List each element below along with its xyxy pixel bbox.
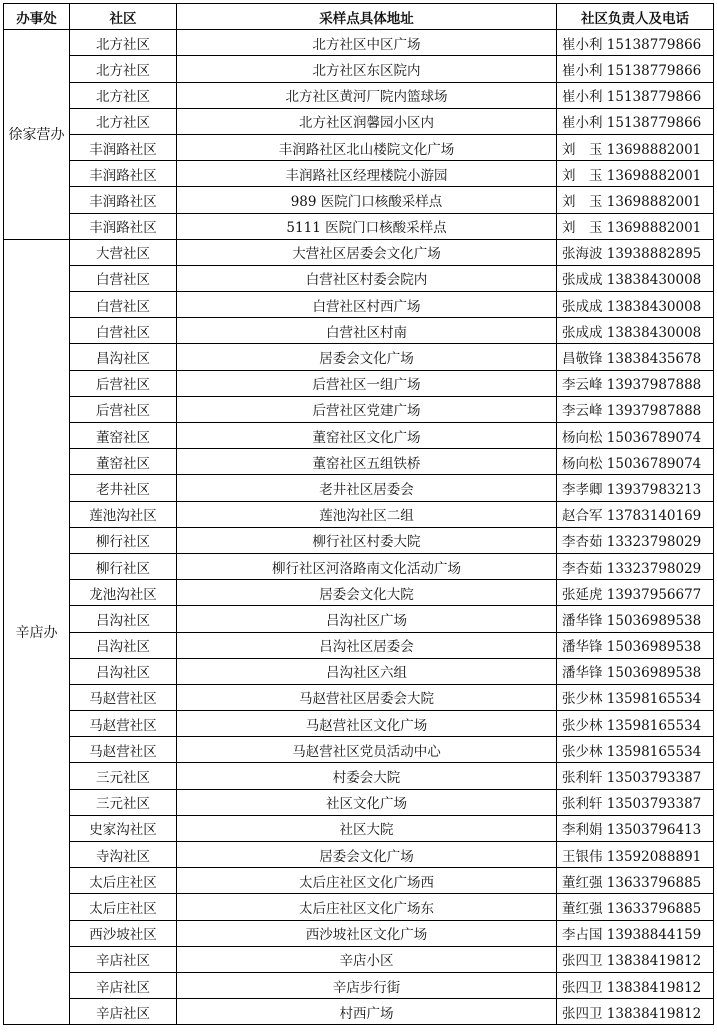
table-row <box>4 999 714 1025</box>
community-cell: 董窑社区 <box>70 423 177 449</box>
address-cell: 吕沟社区广场 <box>177 606 557 632</box>
address-cell: 后营社区一组广场 <box>177 370 557 396</box>
community-cell: 吕沟社区 <box>70 632 177 658</box>
table-row <box>4 134 714 160</box>
community-cell: 柳行社区 <box>70 553 177 579</box>
table-row <box>4 789 714 815</box>
community-cell: 辛店社区 <box>70 999 177 1025</box>
table-row <box>4 449 714 475</box>
contact-cell: 张四卫 13838419812 <box>557 999 714 1025</box>
table-row <box>4 606 714 632</box>
table-row <box>4 815 714 841</box>
community-cell: 丰润路社区 <box>70 187 177 213</box>
community-cell: 辛店社区 <box>70 946 177 972</box>
table-row <box>4 684 714 710</box>
table-row <box>4 56 714 82</box>
contact-cell: 李占国 13938844159 <box>557 920 714 946</box>
table-row <box>4 187 714 213</box>
contact-cell: 崔小利 15138779866 <box>557 56 714 82</box>
address-cell: 辛店小区 <box>177 946 557 972</box>
address-cell: 后营社区党建广场 <box>177 396 557 422</box>
community-cell: 白营社区 <box>70 265 177 291</box>
address-cell: 柳行社区河洛路南文化活动广场 <box>177 553 557 579</box>
community-cell: 后营社区 <box>70 396 177 422</box>
table-row <box>4 737 714 763</box>
community-cell: 寺沟社区 <box>70 842 177 868</box>
table-row <box>4 553 714 579</box>
sampling-sites-table <box>3 3 714 1025</box>
community-cell: 北方社区 <box>70 82 177 108</box>
contact-cell: 刘 玉 13698882001 <box>557 187 714 213</box>
table-row <box>4 527 714 553</box>
office-cell: 辛店办 <box>4 239 70 1025</box>
community-cell: 白营社区 <box>70 318 177 344</box>
contact-cell: 崔小利 15138779866 <box>557 82 714 108</box>
table-row <box>4 213 714 239</box>
address-cell: 老井社区居委会 <box>177 475 557 501</box>
address-cell: 西沙坡社区文化广场 <box>177 920 557 946</box>
address-cell: 吕沟社区居委会 <box>177 632 557 658</box>
community-cell: 丰润路社区 <box>70 161 177 187</box>
community-cell: 后营社区 <box>70 370 177 396</box>
contact-cell: 张少林 13598165534 <box>557 684 714 710</box>
table-row <box>4 894 714 920</box>
contact-cell: 张四卫 13838419812 <box>557 972 714 998</box>
contact-cell: 张利轩 13503793387 <box>557 763 714 789</box>
contact-cell: 刘 玉 13698882001 <box>557 213 714 239</box>
contact-cell: 潘华锋 15036989538 <box>557 658 714 684</box>
table-row <box>4 842 714 868</box>
contact-cell: 潘华锋 15036989538 <box>557 632 714 658</box>
table-row <box>4 82 714 108</box>
community-cell: 北方社区 <box>70 30 177 56</box>
community-cell: 史家沟社区 <box>70 815 177 841</box>
contact-cell: 李杏茹 13323798029 <box>557 527 714 553</box>
community-cell: 丰润路社区 <box>70 213 177 239</box>
address-cell: 居委会文化广场 <box>177 344 557 370</box>
contact-cell: 赵合军 13783140169 <box>557 501 714 527</box>
community-cell: 太后庄社区 <box>70 868 177 894</box>
table-row <box>4 501 714 527</box>
community-cell: 龙池沟社区 <box>70 580 177 606</box>
table-row <box>4 265 714 291</box>
header-community: 社区 <box>70 4 177 30</box>
address-cell: 马赵营社区居委会大院 <box>177 684 557 710</box>
community-cell: 吕沟社区 <box>70 606 177 632</box>
table-row <box>4 658 714 684</box>
contact-cell: 张少林 13598165534 <box>557 737 714 763</box>
contact-cell: 昌敬锋 13838435678 <box>557 344 714 370</box>
contact-cell: 崔小利 15138779866 <box>557 30 714 56</box>
community-cell: 西沙坡社区 <box>70 920 177 946</box>
table-row <box>4 344 714 370</box>
address-cell: 白营社区村南 <box>177 318 557 344</box>
community-cell: 北方社区 <box>70 56 177 82</box>
contact-cell: 李利娟 13503796413 <box>557 815 714 841</box>
table-row <box>4 318 714 344</box>
table-body <box>4 30 714 1025</box>
contact-cell: 张成成 13838430008 <box>557 265 714 291</box>
community-cell: 三元社区 <box>70 763 177 789</box>
table-row <box>4 868 714 894</box>
contact-cell: 刘 玉 13698882001 <box>557 134 714 160</box>
header-contact: 社区负责人及电话 <box>557 4 714 30</box>
community-cell: 吕沟社区 <box>70 658 177 684</box>
table-row <box>4 370 714 396</box>
community-cell: 白营社区 <box>70 292 177 318</box>
table-row <box>4 632 714 658</box>
table-row <box>4 763 714 789</box>
address-cell: 社区文化广场 <box>177 789 557 815</box>
contact-cell: 王银伟 13592088891 <box>557 842 714 868</box>
contact-cell: 张延虎 13937956677 <box>557 580 714 606</box>
table-row <box>4 292 714 318</box>
address-cell: 辛店步行街 <box>177 972 557 998</box>
address-cell: 太后庄社区文化广场东 <box>177 894 557 920</box>
address-cell: 柳行社区村委大院 <box>177 527 557 553</box>
address-cell: 白营社区村西广场 <box>177 292 557 318</box>
table-row <box>4 580 714 606</box>
address-cell: 北方社区中区广场 <box>177 30 557 56</box>
table-row <box>4 108 714 134</box>
contact-cell: 崔小利 15138779866 <box>557 108 714 134</box>
address-cell: 大营社区居委会文化广场 <box>177 239 557 265</box>
contact-cell: 张四卫 13838419812 <box>557 946 714 972</box>
header-office: 办事处 <box>4 4 70 30</box>
table-row <box>4 30 714 56</box>
address-cell: 北方社区黄河厂院内篮球场 <box>177 82 557 108</box>
address-cell: 董窑社区五组铁桥 <box>177 449 557 475</box>
table-row <box>4 972 714 998</box>
address-cell: 莲池沟社区二组 <box>177 501 557 527</box>
contact-cell: 杨向松 15036789074 <box>557 449 714 475</box>
address-cell: 太后庄社区文化广场西 <box>177 868 557 894</box>
address-cell: 马赵营社区党员活动中心 <box>177 737 557 763</box>
address-cell: 白营社区村委会院内 <box>177 265 557 291</box>
table-row <box>4 239 714 265</box>
table-row <box>4 920 714 946</box>
header-address: 采样点具体地址 <box>177 4 557 30</box>
community-cell: 董窑社区 <box>70 449 177 475</box>
address-cell: 居委会文化广场 <box>177 842 557 868</box>
contact-cell: 李云峰 13937987888 <box>557 370 714 396</box>
address-cell: 989 医院门口核酸采样点 <box>177 187 557 213</box>
header-row <box>4 4 714 30</box>
community-cell: 老井社区 <box>70 475 177 501</box>
address-cell: 北方社区润馨园小区内 <box>177 108 557 134</box>
address-cell: 吕沟社区六组 <box>177 658 557 684</box>
contact-cell: 董红强 13633796885 <box>557 894 714 920</box>
contact-cell: 张成成 13838430008 <box>557 292 714 318</box>
community-cell: 柳行社区 <box>70 527 177 553</box>
table-row <box>4 396 714 422</box>
address-cell: 马赵营社区文化广场 <box>177 711 557 737</box>
address-cell: 村西广场 <box>177 999 557 1025</box>
contact-cell: 张海波 13938882895 <box>557 239 714 265</box>
table-row <box>4 423 714 449</box>
office-cell: 徐家营办 <box>4 30 70 240</box>
address-cell: 丰润路社区经理楼院小游园 <box>177 161 557 187</box>
community-cell: 大营社区 <box>70 239 177 265</box>
community-cell: 昌沟社区 <box>70 344 177 370</box>
address-cell: 5111 医院门口核酸采样点 <box>177 213 557 239</box>
community-cell: 马赵营社区 <box>70 711 177 737</box>
community-cell: 马赵营社区 <box>70 737 177 763</box>
contact-cell: 张利轩 13503793387 <box>557 789 714 815</box>
community-cell: 北方社区 <box>70 108 177 134</box>
address-cell: 北方社区东区院内 <box>177 56 557 82</box>
table-row <box>4 475 714 501</box>
community-cell: 莲池沟社区 <box>70 501 177 527</box>
contact-cell: 潘华锋 15036989538 <box>557 606 714 632</box>
address-cell: 丰润路社区北山楼院文化广场 <box>177 134 557 160</box>
community-cell: 丰润路社区 <box>70 134 177 160</box>
table-row <box>4 946 714 972</box>
contact-cell: 李杏茹 13323798029 <box>557 553 714 579</box>
contact-cell: 董红强 13633796885 <box>557 868 714 894</box>
contact-cell: 杨向松 15036789074 <box>557 423 714 449</box>
contact-cell: 张少林 13598165534 <box>557 711 714 737</box>
address-cell: 村委会大院 <box>177 763 557 789</box>
table-row <box>4 161 714 187</box>
contact-cell: 刘 玉 13698882001 <box>557 161 714 187</box>
community-cell: 辛店社区 <box>70 972 177 998</box>
community-cell: 马赵营社区 <box>70 684 177 710</box>
table-row <box>4 711 714 737</box>
contact-cell: 李孝卿 13937983213 <box>557 475 714 501</box>
contact-cell: 李云峰 13937987888 <box>557 396 714 422</box>
address-cell: 董窑社区文化广场 <box>177 423 557 449</box>
address-cell: 社区大院 <box>177 815 557 841</box>
contact-cell: 张成成 13838430008 <box>557 318 714 344</box>
community-cell: 三元社区 <box>70 789 177 815</box>
address-cell: 居委会文化大院 <box>177 580 557 606</box>
community-cell: 太后庄社区 <box>70 894 177 920</box>
